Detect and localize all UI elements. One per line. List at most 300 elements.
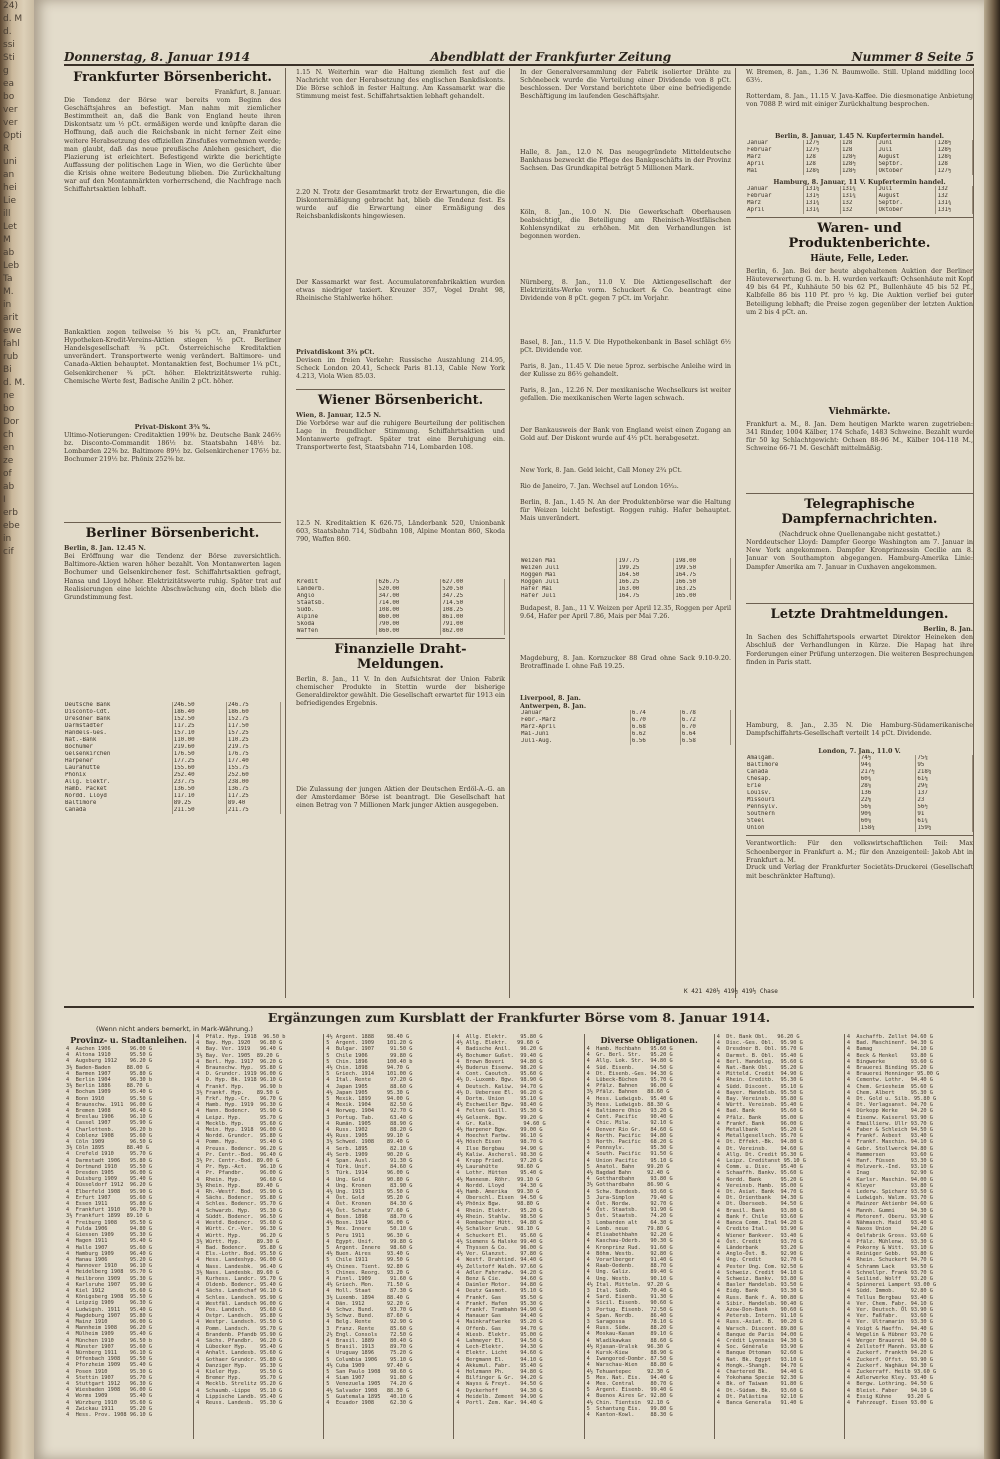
- supplement-line: 4 Leipzig 1909 96.30 G: [66, 1300, 153, 1307]
- spine-fragment: g: [3, 66, 9, 76]
- supplement-line: 4 Adlerwerke Kley. 93.40 G: [846, 1375, 933, 1382]
- table-row: [746, 154, 973, 161]
- supplement-line: 4½ Ung. 1913 95.50 G: [326, 1189, 410, 1196]
- supplement-line: 4 Dt. Eisenb.-Ges. 94.30 G: [586, 1070, 673, 1077]
- supplement-line: 4 Gr. Berl. Str. 95.20 G: [586, 1052, 673, 1059]
- spine-fragment: ze: [3, 456, 14, 466]
- supplement-line: 4 Mainkraftwerke 95.20 G: [456, 1319, 543, 1326]
- supplement-line: 4 Dt. Orientbank 94.30 G: [716, 1195, 803, 1202]
- supplement-line: 4 Nürnberg 1911 96.10 G: [66, 1349, 153, 1356]
- supplement-line: 4 Breslau 1906 96.10 G: [66, 1114, 153, 1121]
- supplement-line: 5 Venezuela 1905 74.20 G: [326, 1381, 413, 1388]
- table-cell: 56½: [916, 804, 973, 811]
- supplement-line: 4 Schnellpr. Frank 93.70 G: [846, 1269, 933, 1276]
- supplement-line: 4 Fahrzeugf. Eisen 93.00 G: [846, 1399, 933, 1406]
- supplement-line: 4 Frankf. Hafen 95.30 G: [456, 1300, 543, 1307]
- supplement-line: 4 Pokorny & Witt. 93.10 G: [846, 1244, 933, 1251]
- table-cell: 714.50: [441, 600, 505, 607]
- spine-fragment: M: [3, 235, 11, 245]
- divider: [746, 835, 973, 836]
- supplement-line: 4 Banca Generala 91.40 G: [716, 1399, 803, 1406]
- spine-fragment: ne: [3, 391, 15, 401]
- article-bremen: W. Bremen, 8. Jan., 1.36 N. Baumwolle. Still. Upland middling loco 63½.: [746, 68, 973, 85]
- wien-price-table: [296, 579, 505, 635]
- table-cell: 74½: [859, 755, 916, 762]
- table-cell: 127½: [804, 147, 841, 154]
- article-gesamtmarkt: 2.20 N. Trotz der Gesamtmarkt trotz der Erwartungen, die die Diskontermäßigung gebracht hat, blieb die Tendenz fest. Es wurde auf die Erwartung einer Ermäßigung des Reichsbankdiskonts hingewiesen.: [296, 188, 505, 221]
- supplement-line: 4 Mecklb. Hyp. 95.60 G: [196, 1120, 283, 1127]
- spine-fragment: in: [3, 534, 12, 544]
- spine-fragment: en: [3, 443, 15, 453]
- supplement-line: 4 Denver Rio Gr. 84.60 G: [586, 1126, 673, 1133]
- spine-fragment: uni: [3, 157, 17, 167]
- supplement-line: 4½ Öst. Schatz 97.60 G: [326, 1207, 410, 1214]
- supplement-line: 4 Yokohama Specie 92.30 G: [716, 1375, 803, 1382]
- supplement-line: 4 Schweiz. Credit 94.10 G: [716, 1269, 803, 1276]
- supplement-line: 4 Rombacher Hütt. 94.80 G: [456, 1220, 543, 1227]
- article-wien-body-2: 12.5 N. Kreditaktien K 626.75, Länderbank 520, Unionbank 603, Staatsbahn 714, Südbahn 108, Alpine Montan 860, Skoda 790, Waffen 860.: [296, 519, 505, 544]
- supplement-line: 4 Würzburg 1910 95.60 G: [66, 1399, 153, 1406]
- supplement-line: 3½ Pr. Centr.-Bod. 89.00 G: [196, 1158, 280, 1165]
- supplement-line: 4 Brauerei Binding 95.20 G: [846, 1065, 933, 1072]
- table-cell: Dresdner Bank: [64, 716, 172, 723]
- supplement-line: 4 Sard. Eisenb. 91.30 G: [586, 1294, 673, 1301]
- supplement-line: 4 Westpr. Landsch. 95.50 G: [196, 1319, 283, 1326]
- devisen: Devisen im freien Verkehr: Russische Auszahlung 214.95, Scheck London 20.41, Scheck Paris 81.13, Cable New York 4.213, Viola Wien 85.03.: [296, 356, 505, 381]
- column-meldungen-produkte: [516, 68, 736, 998]
- supplement-line: 4 Gr. Kalk. 94.60 G: [456, 1120, 546, 1127]
- supplement-line: 4 Ung. Westb. 90.10 G: [586, 1275, 673, 1282]
- supplement-line: 4 Heidelberg 1908 95.70 G: [66, 1269, 153, 1276]
- table-cell: 131¾: [804, 207, 841, 214]
- table-cell: 177.25: [172, 758, 226, 765]
- berlin-price-table: [64, 702, 281, 814]
- supplement-line: 4 Württ. Cr.-Ver. 96.30 G: [196, 1226, 283, 1233]
- supplement-line: 4 Öst. Gold 95.20 G: [326, 1195, 410, 1202]
- table-cell: Septbr.: [877, 200, 936, 207]
- supplement-line: 4 Mannheim 1908 96.20 G: [66, 1325, 153, 1332]
- table-row: [746, 147, 973, 154]
- supplement-line: 4 Tellus Bergbau 93.40 G: [846, 1294, 933, 1301]
- supplement-line: 4 Öst. Credit 93.70 G: [716, 1238, 803, 1245]
- table-cell: 155.75: [226, 765, 280, 772]
- table-cell: 131¼: [804, 186, 841, 193]
- supplement-line: 4 Union Pacific 95.10 G: [586, 1157, 673, 1164]
- table-cell: 90⅜: [859, 811, 916, 818]
- supplement-line: 4 Öst. Staatsb. 91.90 G: [586, 1207, 673, 1214]
- table-row: [296, 593, 505, 600]
- supplement-line: 4 Pomm. Landsch. 95.70 G: [196, 1325, 283, 1332]
- supplement-line: 5 Brasil. 1913 89.70 G: [326, 1344, 413, 1351]
- supplement-line: 4 Russ.-Asiat. B. 90.20 G: [716, 1319, 803, 1326]
- table-row: [520, 586, 731, 593]
- supplement-line: 4 Schaumb.-Lippe 95.10 G: [196, 1387, 283, 1394]
- supplement-line: 4 Barmen 1907 95.80 G: [66, 1070, 153, 1077]
- supplement-line: 4 Schles. Bodencr. 95.70 G: [196, 1201, 283, 1208]
- supplement-line: 4 Lübeck-Büchen 95.70 G: [586, 1077, 673, 1084]
- spine-fragment: of: [3, 469, 12, 479]
- supplement-line: 4 Chic. Milw. 92.10 G: [586, 1120, 673, 1127]
- liverpool-table: [520, 710, 731, 745]
- article-frankfurt-body: Die Tendenz der Börse war bereits vom Beginn des Geschäftsjahres an befestigt. Man nahm mit ziemlicher Bestimmtheit an, daß die Bank von England heute ihren Diskontsatz um ½ pCt. ermäßigen werde und knüpfte daran die Hoffnung, daß auch die Reichsbank in nicht ferner Zeit eine weitere Herabsetzung des offiziellen Zinsfußes vornehmen werde; man glaubt, daß das neue preußische Anlehen gesichert, die Plazierung ist erleichtert. Befestigend wirkte die berichtigte Auffassung der politischen Lage in Wien, wo die Gerüchte über die Krisis ohne weitere Bedeutung blieben. Die Zurückhaltung war auf den Montanmärkten vorherrschend, die Nachfrage nach Schiffahrtsaktien lebhaft.: [64, 96, 281, 194]
- heading-dampfernachrichten: Telegraphische Dampfernachrichten.: [781, 497, 938, 528]
- table-cell: 163.25: [674, 586, 731, 593]
- supplement-line: 4 Brown Boveri 94.80 G: [456, 1058, 543, 1065]
- heading-wiener-boersenbericht: Wiener Börsenbericht.: [317, 393, 484, 409]
- table-cell: 61¾: [916, 818, 973, 825]
- supplement-line: 4 Braunschw. Hyp. 95.80 G: [196, 1065, 283, 1072]
- supplement-line: 4 Pfälz. Bank 95.00 G: [716, 1114, 803, 1121]
- supplement-line: 3 Jura-Simplon 79.40 G: [586, 1194, 673, 1201]
- table-row: [64, 702, 281, 709]
- table-cell: Anglo: [296, 593, 377, 600]
- table-cell: 219.75: [226, 744, 280, 751]
- supplement-line: 3½ Frankf. Hyp. 89.50 G: [196, 1089, 280, 1096]
- spine-fragment: Let: [3, 222, 17, 232]
- supplement-line: 4 Zuckerraff. Heilb 93.60 G: [846, 1368, 937, 1375]
- table-row: [296, 607, 505, 614]
- table-cell: April: [746, 207, 804, 214]
- supplement-column: [715, 1034, 845, 1439]
- supplement-line: 4 Chem. Griesheim 95.60 G: [846, 1083, 933, 1090]
- table-cell: 166.25: [617, 579, 674, 586]
- supplement-line: 4 Ver. Deutsch. Öl 93.90 G: [846, 1306, 933, 1313]
- supplement-line: 4 Portl. Zem. Kar. 94.40 G: [456, 1399, 543, 1406]
- supplement-line: 5 Columbia 1906 95.10 G: [326, 1356, 413, 1363]
- london-table: [746, 755, 973, 832]
- table-cell: 237.75: [172, 779, 226, 786]
- table-cell: 176.75: [226, 751, 280, 758]
- spine-fragment: Lie: [3, 196, 17, 206]
- table-cell: 132: [936, 186, 973, 193]
- table-row: [746, 797, 973, 804]
- supplement-line: 4 Thyssen & Co. 96.00 G: [456, 1244, 543, 1251]
- supplement-line: 4 Stettin 1907 95.70 G: [66, 1374, 153, 1381]
- heading-haeute: Häute, Felle, Leder.: [810, 254, 909, 265]
- supplement-line: 4½ Argent. 1888 98.40 G: [326, 1034, 410, 1040]
- supplement-line: 4 Dortmund 1910 95.50 G: [66, 1163, 153, 1170]
- supplement-line: 4 Sicil. Eisenb. 90.60 G: [586, 1300, 673, 1307]
- article-new-york: New York, 8. Jan. Geld leicht, Call Money 2¾ pCt.: [520, 466, 682, 474]
- table-cell: 6.72: [680, 717, 730, 724]
- table-cell: Gelsenkirchen: [64, 751, 172, 758]
- supplement-line: 4 Schwarzb. Hyp. 95.30 G: [196, 1207, 283, 1214]
- table-cell: 217½: [859, 769, 916, 776]
- heading-berliner-boersenbericht: Berliner Börsenbericht.: [85, 526, 260, 542]
- table-row: [64, 737, 281, 744]
- column-wien-finanz: [292, 68, 510, 998]
- supplement-line: 4 Bulgar. 1907 91.50 G: [326, 1046, 413, 1053]
- article-vieh: Frankfurt a. M., 8. Jan. Dem heutigen Markte waren zugetrieben: 341 Rinder, 1004 Kälber, 174 Schafe, 1483 Schweine. Bezahlt wurde für 50 kg Schlachtgewicht: Ochsen 88-96 M., Kälber 104-118 M., Schweine 66-71 M. Geschäft mittelmäßig.: [746, 420, 973, 453]
- supplement-line: 4½ Hösch Eisen 98.70 G: [456, 1139, 543, 1146]
- table-row: [296, 600, 505, 607]
- table-cell: Septbr.: [877, 161, 936, 168]
- supplement-line: 4 Azow-Don-Bank 90.60 G: [716, 1306, 803, 1313]
- supplement-line: 4 Bremer Hyp. 95.70 G: [196, 1375, 283, 1382]
- table-cell: 131½: [936, 207, 973, 214]
- table-cell: 22⅛: [859, 797, 916, 804]
- supplement-line: 4 Kiel 1912 95.60 G: [66, 1287, 153, 1294]
- supplement-line: 4 Warschau-Wien 88.80 G: [586, 1362, 673, 1369]
- supplement-line: 4 Disc.-Ges. Obl. 95.90 G: [716, 1040, 803, 1047]
- supplement-line: 4 Sächs. Pfandbr. 96.20 G: [196, 1337, 283, 1344]
- spine-fragment: d. M: [3, 14, 23, 24]
- supplement-line: 4 Oberschl. Eisen 94.50 G: [456, 1195, 543, 1202]
- supplement-line: 4 Lothr. Hütten 95.40 G: [456, 1170, 543, 1177]
- table-cell: 198.00: [674, 558, 731, 565]
- supplement-line: 4 Crédit Lyonnais 94.30 G: [716, 1337, 803, 1344]
- table-cell: 128½: [936, 140, 973, 147]
- table-cell: Roggen Mai: [520, 572, 617, 579]
- privat-diskont: Privat-Diskont 3¾ %.: [134, 423, 211, 432]
- supplement-line: 4 Nat.-Bank Obl. 95.20 G: [716, 1065, 803, 1072]
- table-cell: März: [746, 200, 804, 207]
- spine-fragment: bo: [3, 92, 15, 102]
- table-row: [296, 579, 505, 586]
- spine-fragment: I: [3, 495, 6, 505]
- table-cell: 128½: [840, 168, 877, 175]
- supplement-line: 4½ Cuba 1909 97.40 G: [326, 1362, 410, 1369]
- table-cell: 117.10: [172, 793, 226, 800]
- supplement-line: 4 Nordd. Grundcr. 95.80 G: [196, 1133, 283, 1140]
- supplement-line: 5 San Paulo 1908 98.60 G: [326, 1368, 413, 1375]
- supplement-line: 5 Schantung Eis. 99.80 G: [586, 1405, 673, 1412]
- table-cell: 152.50: [172, 716, 226, 723]
- table-cell: Handels-Ges.: [64, 730, 172, 737]
- spine-fragment: Ta: [3, 274, 13, 284]
- supplement-line: 4 Giessen 1909 95.30 G: [66, 1232, 153, 1239]
- supplement-line: 4 Frankf. Asbest 93.40 G: [846, 1133, 933, 1140]
- table-cell: 252.40: [172, 772, 226, 779]
- table-cell: 626.75: [377, 579, 441, 586]
- supplement-line: 4 Öst. Nordw. 92.70 G: [586, 1201, 673, 1208]
- supplement-line: 4 Deutsch. Kaliw. 94.70 G: [456, 1083, 543, 1090]
- supplement-line: 4 Leipz. Creditanst 95.10 G: [716, 1158, 806, 1165]
- supplement-line: 4 Bochum 1909 95.40 G: [66, 1089, 153, 1096]
- table-cell: 164.75: [617, 593, 674, 600]
- table-cell: 128½: [840, 154, 877, 161]
- table-row: [520, 731, 731, 738]
- article-magdeburg: Magdeburg, 8. Jan. Kornzucker 88 Grad ohne Sack 9.10-9.20. Brotraffinade I. ohne Faß 19.25.: [520, 654, 731, 671]
- table-cell: März-April: [520, 724, 630, 731]
- supplement-line: 4 Rhein. Creditb. 95.30 G: [716, 1077, 803, 1084]
- supplement-line: 4 Lech-Elektr. 94.30 G: [456, 1344, 543, 1351]
- supplement-line: 4½ Griech. Mon. 71.50 G: [326, 1282, 410, 1289]
- supplement-line: 4 Altona 1910 95.50 G: [66, 1052, 153, 1059]
- table-row: [64, 758, 281, 765]
- supplement-grid: [64, 1034, 974, 1439]
- dateline-letzte: Berlin, 8. Jan.: [923, 625, 973, 634]
- table-cell: 627.00: [441, 579, 505, 586]
- supplement-line: 4 Duisburg 1909 95.40 G: [66, 1176, 153, 1183]
- supplement-line: 4 Hess. Landeshyp. 96.00 G: [196, 1257, 283, 1264]
- supplement-line: 4 Münster 1907 95.60 G: [66, 1343, 153, 1350]
- table-cell: Februar: [746, 147, 804, 154]
- supplement-line: 4 Vorarlberger 91.40 G: [586, 1256, 673, 1263]
- supplement-line: 4 Nordd. Bank 95.20 G: [716, 1176, 803, 1183]
- supplement-line: 3½ Schwz. Bund. 87.60 G: [326, 1313, 410, 1320]
- table-cell: Juli: [877, 147, 936, 154]
- supplement-line: 5 Argent. 1909 101.20 G: [326, 1040, 413, 1047]
- supplement-line: 4 Pennsylv. 95.30 G: [586, 1145, 673, 1152]
- supplement-line: 3 Öst. Staatsb. 74.20 G: [586, 1213, 673, 1220]
- table-row: [746, 825, 973, 832]
- supplement-line: 4 Freiburg 1908 95.50 G: [66, 1219, 153, 1226]
- table-cell: 89.40: [226, 800, 280, 807]
- supplement-line: 3½ Württ. Hyp. 89.30 G: [196, 1238, 280, 1245]
- heading-london: London, 7. Jan., 11.0 V.: [818, 747, 901, 756]
- supplement-line: 4 Frkf. Hyp.-Cr. 96.70 G: [196, 1096, 283, 1103]
- table-row: [520, 738, 731, 745]
- table-row: [296, 586, 505, 593]
- table-cell: Baltimore: [746, 762, 859, 769]
- supplement-line: 4 Rhein. Schuckert 94.70 G: [846, 1257, 933, 1264]
- supplement-line: 4 Ung. Credit 92.70 G: [716, 1257, 803, 1264]
- ultimo-notierungen: Ultimo-Notierungen: Creditaktien 199⅝ bz. Deutsche Bank 246½ bz. Disconto-Commandit 186½ bz. Staatsbahn 148½ bz. Lombarden 22⅜ bz. Baltimore 89½ bz. Gelsenkirchener 176½ bz. Bochumer 219½ bz. Phönix 252⅜ bz.: [64, 431, 281, 464]
- table-cell: 91: [916, 811, 973, 818]
- supplement-column: [64, 1034, 194, 1439]
- table-cell: Juli: [877, 186, 936, 193]
- supplement-line: 4 Hammersen 93.60 G: [846, 1151, 933, 1158]
- table-cell: 117.25: [226, 793, 280, 800]
- divider: [746, 217, 973, 218]
- supplement-line: 4 Daimler Motor. 94.80 G: [456, 1282, 543, 1289]
- table-cell: 860.00: [377, 614, 441, 621]
- supplement-note: (Wenn nicht anders bemerkt, in Mark-Währung.): [96, 1025, 253, 1033]
- supplement-line: 4 Heidelb. Zement 94.90 G: [456, 1393, 543, 1400]
- supplement-line: 3 Portug. Tab. 63.40 G: [326, 1114, 413, 1121]
- table-cell: 714.00: [377, 600, 441, 607]
- supplement-line: 4 Stuttgart 1912 96.30 G: [66, 1380, 153, 1387]
- supplement-line: 3½ Schwed. 1908 89.40 G: [326, 1139, 410, 1146]
- table-cell: 186.40: [172, 709, 226, 716]
- supplement-line: 4 Schramm Lack 93.50 G: [846, 1263, 933, 1270]
- table-cell: Nordd. Lloyd: [64, 793, 172, 800]
- verantwortlich: Verantwortlich: Für den volkswirtschaftlichen Teil: Max Schoenberger in Frankfurt a. M.; für den Anzeigenteil: Jakob Abt in Frankfurt a. M.: [746, 839, 973, 864]
- supplement-line: 4 North. Pacific 94.80 G: [586, 1132, 673, 1139]
- table-row: [64, 709, 281, 716]
- supplement-line: 4 Ostpr. Landsch. 95.80 G: [196, 1313, 283, 1320]
- supplement-line: 4 Hongk.-Shangh. 94.70 G: [716, 1362, 803, 1369]
- table-cell: 159¼: [916, 825, 973, 832]
- supplement-line: 4 Brasil. Bank 93.80 G: [716, 1207, 803, 1214]
- supplement-line: 4 Cementw. Lothr. 94.40 G: [846, 1077, 933, 1084]
- table-cell: 246.75: [226, 702, 280, 709]
- supplement-line: 5 Argent. Innere 98.60 G: [326, 1244, 413, 1251]
- supplement-line: 3½ Gotthardbahn 86.90 G: [586, 1182, 670, 1189]
- supplement-line: 4 Lederw. Spicharz 93.50 G: [846, 1189, 933, 1196]
- supplement-line: 5 Chin. 1896 100.40 b: [326, 1058, 413, 1065]
- supplement-line: 4 Allg. Elektr. 95.80 G: [456, 1034, 543, 1040]
- supplement-line: 4 Schwz. Bund. 93.70 G: [326, 1306, 413, 1313]
- table-cell: 860.00: [377, 628, 441, 635]
- supplement-line: 3 Mex. Innere 50.10 G: [326, 1226, 413, 1233]
- spine-fragment: R: [3, 144, 10, 154]
- table-cell: Mai-Juni: [520, 731, 630, 738]
- supplement-line: 4 Gothaer Grundcr. 95.80 G: [196, 1356, 283, 1363]
- supplement-line: 4 Akkumul. Fabr. 95.40 G: [456, 1362, 543, 1369]
- supplement-line: 3 Franz. Rente 85.60 G: [326, 1325, 413, 1332]
- supplement-line: 4 Rhein. Hyp. 96.60 G: [196, 1176, 283, 1183]
- table-cell: Weizen Juli: [520, 565, 617, 572]
- table-cell: 89.25: [172, 800, 226, 807]
- supplement-line: 4 Hamburg 1909 96.40 G: [66, 1250, 153, 1257]
- supplement-line: 4 Chartered Bk. 94.40 G: [716, 1368, 803, 1375]
- supplement-line: 4 Eisenw. Kaisersl 93.90 G: [846, 1114, 933, 1121]
- table-row: [520, 593, 731, 600]
- masthead-title: Abendblatt der Frankfurter Zeitung: [430, 50, 672, 64]
- privatdiskont: Privatdiskont 3¾ pCt.: [296, 348, 375, 356]
- table-cell: 60⅞: [859, 818, 916, 825]
- heading-viehmaerkte: Viehmärkte.: [828, 407, 891, 418]
- kupfer-hamburg-table: [746, 186, 973, 214]
- article-halle: Halle, 8. Jan., 12.0 N. Das neugegründete Mitteldeutsche Bankhaus bezweckt die Pflege des Bankgeschäfts in der Provinz Sachsen. Das Grundkapital beträgt 5 Millionen Mark.: [520, 148, 731, 173]
- supplement-column: [324, 1034, 454, 1439]
- heading-frankfurter-boersenbericht: Frankfurter Börsenbericht.: [73, 70, 272, 85]
- spine-fragment: Opti: [3, 131, 22, 141]
- table-cell: 132: [936, 193, 973, 200]
- supplement-line: 4 Reiniger Gebb. 93.80 G: [846, 1251, 933, 1258]
- table-cell: Februar: [746, 193, 804, 200]
- supplement-line: 4 Ung. Kronen 83.90 G: [326, 1182, 413, 1189]
- supplement-line: 4 Worms 1909 95.40 G: [66, 1393, 153, 1400]
- supplement-line: 5 Mex. Nat. Eis. 94.40 G: [586, 1374, 673, 1381]
- supplement-line: 4 Banque Ottoman 92.60 G: [716, 1350, 803, 1357]
- table-cell: Mai: [746, 168, 804, 175]
- supplement-line: 4 Frankf. Gas 95.50 G: [456, 1294, 543, 1301]
- supplement-line: 4 Kronprinz Rud. 91.60 G: [586, 1244, 673, 1251]
- supplement-line: 4½ Schalker Grub. 98.10 G: [456, 1226, 540, 1233]
- column-waren-drahtmeldungen: [742, 68, 974, 998]
- table-cell: Erie: [746, 783, 859, 790]
- supplement-line: 4 Eidg. Bank 93.30 G: [716, 1288, 803, 1295]
- heading-letzte-drahtmeldungen: Letzte Drahtmeldungen.: [770, 607, 949, 623]
- supplement-line: 4½ Serb. 1909 90.20 G: [326, 1151, 410, 1158]
- table-cell: Oktober: [877, 207, 936, 214]
- table-cell: 56⅛: [859, 804, 916, 811]
- spine-fragment: cif: [3, 547, 14, 557]
- table-row: [296, 628, 505, 635]
- supplement-line: 4½ Ital. Mittelm. 97.20 G: [586, 1281, 670, 1288]
- table-cell: August: [877, 154, 936, 161]
- supplement-line: 4 Pfälz. Hyp. 1918 96.50 b: [196, 1034, 286, 1040]
- table-cell: 157.10: [172, 730, 226, 737]
- table-cell: 155.60: [172, 765, 226, 772]
- supplement-line: 4 Gotthardbahn 93.80 G: [586, 1176, 673, 1183]
- table-cell: Pennsylv.: [746, 804, 859, 811]
- supplement-line: 5 Anatol. Bahn 99.20 G: [586, 1163, 670, 1170]
- supplement-line: 4 Bergmann El. 94.10 G: [456, 1356, 543, 1363]
- table-row: [64, 786, 281, 793]
- article-paris-1: Paris, 8. Jan., 11.45 V. Die neue 5proz. serbische Anleihe wird in der Kulisse zu 86½ gehandelt.: [520, 362, 731, 379]
- table-cell: 6.62: [630, 731, 680, 738]
- supplement-line: 4 Offenbach 1908 95.50 G: [66, 1356, 153, 1363]
- spine-fragment: d. M.: [3, 378, 26, 388]
- table-row: [64, 807, 281, 814]
- supplement-line: 4 Ung. Gold 90.80 G: [326, 1176, 410, 1183]
- heading-kupfer-hamburg: Hamburg, 8. Januar, 11 V. Kupfertermin handel.: [773, 178, 946, 187]
- dateline-berlin: Berlin, 8. Jan. 12.45 N.: [64, 544, 146, 553]
- table-cell: 238.00: [226, 779, 280, 786]
- supplement-column-heading: Diverse Obligationen.: [600, 1035, 698, 1045]
- supplement-line: 4 Fulda 1906 94.80 G: [66, 1225, 153, 1232]
- supplement-line: 4 Kleyer 93.80 G: [846, 1182, 933, 1189]
- supplement-line: 4 Zwickau 1911 95.20 G: [66, 1405, 153, 1412]
- supplement-line: 4½ Japan 1905 95.30 G: [326, 1089, 410, 1096]
- supplement-line: 4 Frankfurt 1910 96.70 b: [66, 1207, 153, 1214]
- table-cell: Waffen: [296, 628, 377, 635]
- supplement-line: 4 Offenb. Gas 94.70 G: [456, 1325, 543, 1332]
